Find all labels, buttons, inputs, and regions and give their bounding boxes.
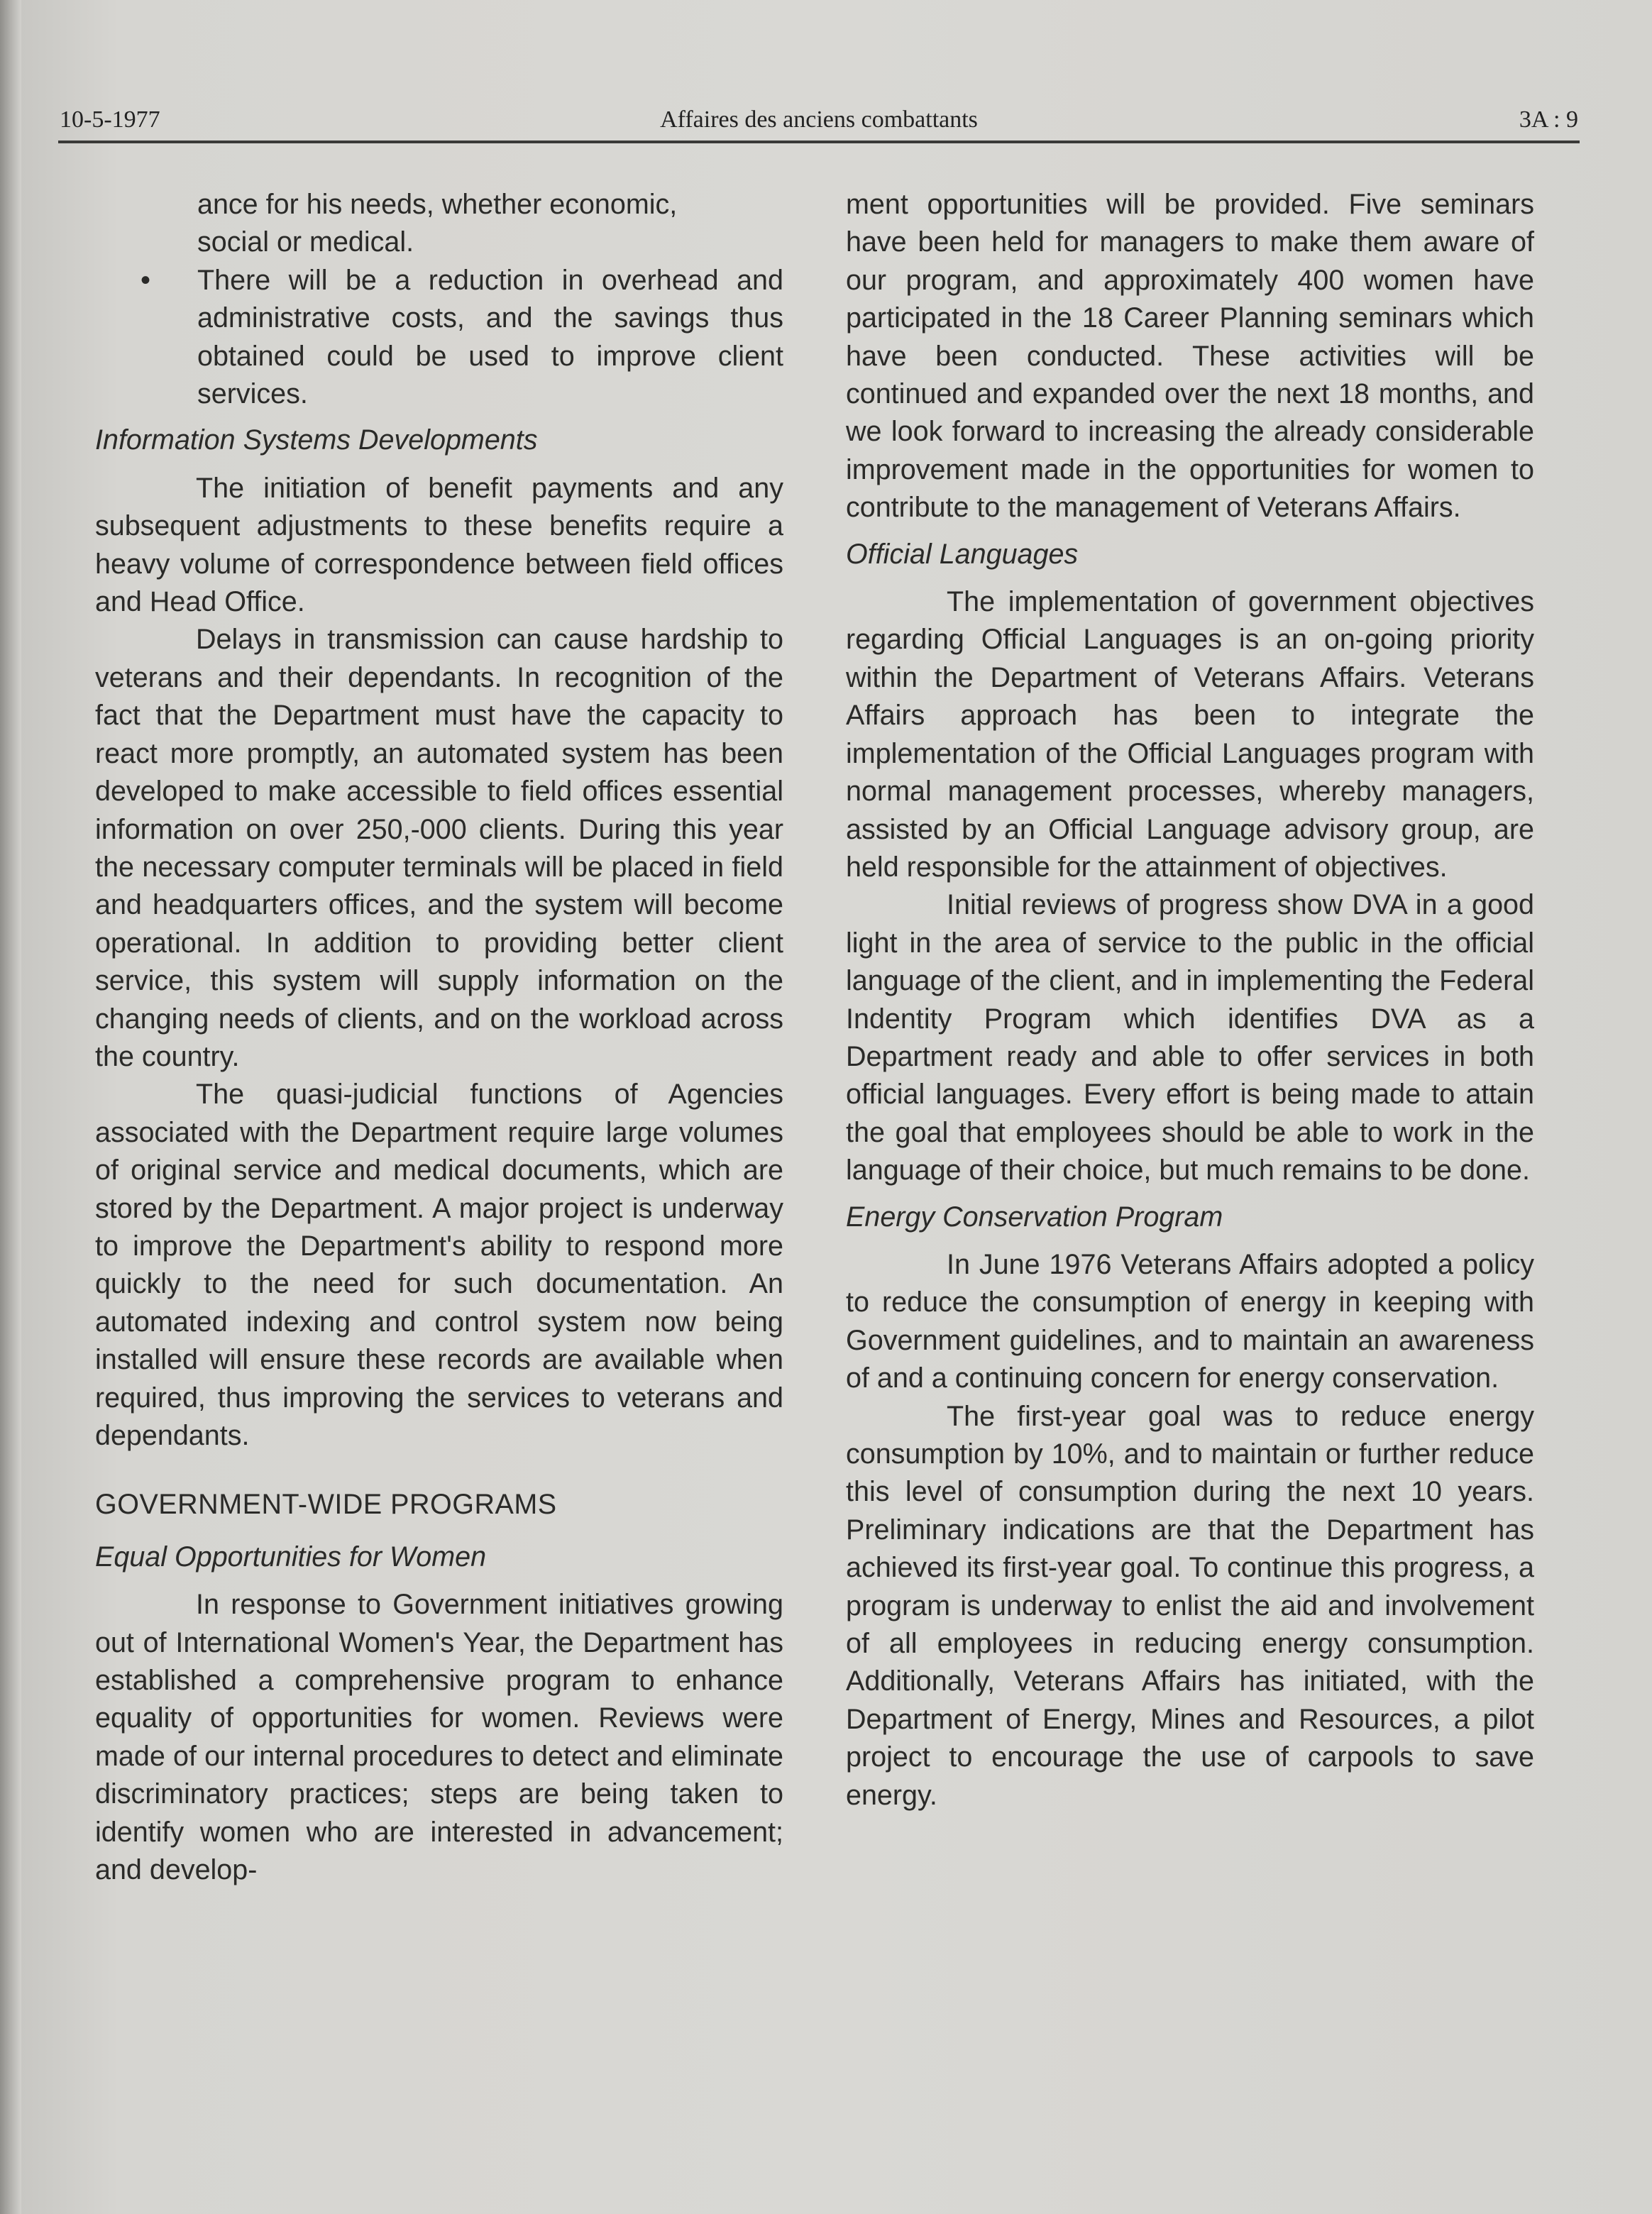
energy-conservation-heading: Energy Conservation Program xyxy=(846,1201,1223,1233)
equal-opportunities-continued: ment opportunities will be provided. Five seminars have been held for managers to make them aware of our program, and approximately 400 women have participated in the 18 Career Planning seminars which have been conducted. These activities will be continued and expanded over the next 18 months, and we look forward to increasing the already considerable improvement made in the opportunities for women to contribute to the management of Veterans Affairs. xyxy=(846,189,1534,524)
equal-opportunities-paragraph: In response to Government initiatives growing out of International Women's Year, the Department has established a comprehensive program to enhance equality of opportunities for women. Reviews were made of our internal procedures to detect and eliminate discriminatory practices; steps are being taken to identify women who are interested in advancement; and develop- xyxy=(95,1589,783,1886)
equal-opportunities-heading: Equal Opportunities for Women xyxy=(95,1541,487,1573)
header-title: Affaires des anciens combattants xyxy=(660,106,978,133)
page-spine xyxy=(0,0,21,2214)
energy-paragraph-1: In June 1976 Veterans Affairs adopted a policy to reduce the consumption of energy in keeping with Government guidelines, and to maintain an awareness of and a continuing concern for energy conservation. xyxy=(846,1248,1534,1394)
right-column xyxy=(846,186,1534,1814)
header-rule xyxy=(58,141,1580,143)
bullet-item: • There will be a reduction in overhead and administrative costs, and the savings thus obtained could be used to improve client services. xyxy=(95,262,783,414)
info-systems-heading: Information Systems Developments xyxy=(95,424,538,456)
info-paragraph-2: Delays in transmission can cause hardship to veterans and their dependants. In recognition of the fact that the Department must have the capacity to react more promptly, an automated system has been developed to make accessible to field offices essential information on over 250,-000 clients. During this year the necessary computer terminals will be placed in field and headquarters offices, and the system will become operational. In addition to providing better client service, this system will supply information on the changing needs of clients, and on the workload across the country. xyxy=(95,624,783,1072)
header-date: 10-5-1977 xyxy=(60,106,160,133)
continued-line-2: social or medical. xyxy=(197,226,414,258)
official-languages-paragraph-2: Initial reviews of progress show DVA in a good light in the area of service to the public in the official language of the client, and in implementing the Federal Indentity Program which identifies DVA as a Department ready and able to offer services in both official languages. Every effort is being made to attain the goal that employees should be able to work in the language of their choice, but much remains to be done. xyxy=(846,889,1534,1186)
continued-line-1: ance for his needs, whether economic, xyxy=(197,189,678,220)
info-paragraph-3: The quasi-judicial functions of Agencies associated with the Department require large volumes of original service and medical documents, which are stored by the Department. A major project is underway to improve the Department's ability to respond more quickly to the need for such documentation. An automated indexing and control system now being installed will ensure these records are available when required, thus improving the services to veterans and dependants. xyxy=(95,1079,783,1451)
government-programs-heading: GOVERNMENT-WIDE PROGRAMS xyxy=(95,1489,557,1521)
left-column xyxy=(95,186,783,1889)
energy-paragraph-2: The first-year goal was to reduce energy consumption by 10%, and to maintain or further reduce this level of consumption during the next 10 years. Preliminary indications are that the Department has achieved its first-year goal. To continue this progress, a program is underway to enlist the aid and involvement of all employees in reducing energy consumption. Additionally, Veterans Affairs has initiated, with the Department of Energy, Mines and Resources, a pilot project to encourage the use of carpools to save energy. xyxy=(846,1400,1534,1811)
info-paragraph-1: The initiation of benefit payments and any subsequent adjustments to these benefits require a heavy volume of correspondence between field offices and Head Office. xyxy=(95,472,783,618)
header-page-number: 3A : 9 xyxy=(1519,106,1578,133)
page-header xyxy=(60,104,1578,139)
official-languages-heading: Official Languages xyxy=(846,538,1079,570)
official-languages-paragraph-1: The implementation of government objectives regarding Official Languages is an on-going priority within the Department of Veterans Affairs. Veterans Affairs approach has been to integrate the implementation of the Official Languages program with normal management processes, whereby managers, assisted by an Official Language advisory group, are held responsible for the attainment of objectives. xyxy=(846,586,1534,883)
